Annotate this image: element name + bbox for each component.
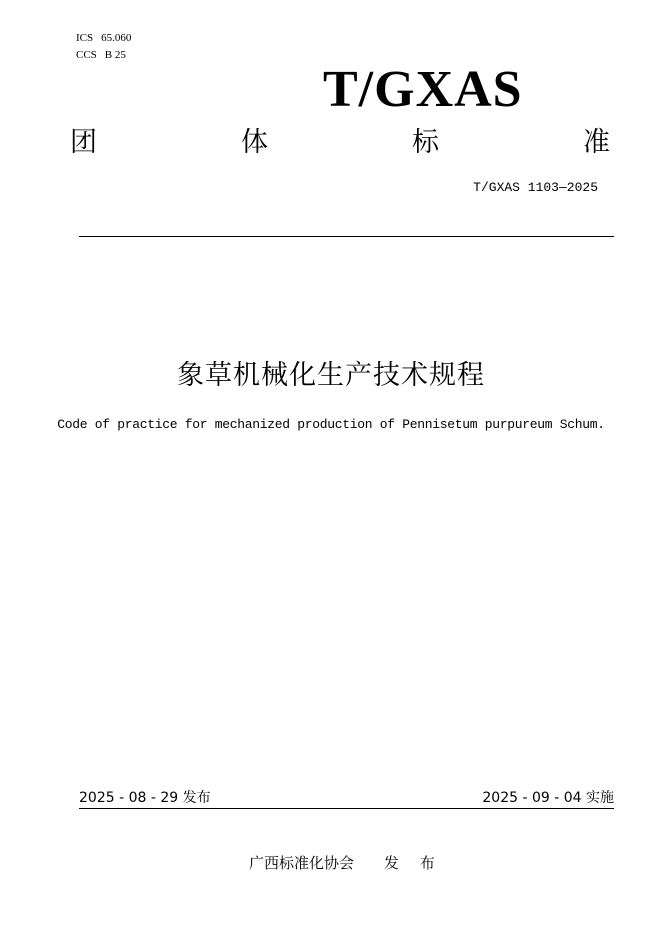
standard-number: T/GXAS 1103—2025 <box>473 180 598 195</box>
ccs-code: B 25 <box>104 49 126 61</box>
document-title-cn: 象草机械化生产技术规程 <box>177 360 485 391</box>
standard-type-char: 标 <box>412 127 439 158</box>
header-divider <box>79 236 614 237</box>
ics-label: ICS <box>76 32 94 44</box>
standard-type-char: 体 <box>241 127 268 158</box>
ccs-line <box>76 49 126 62</box>
publisher-name: 广西标准化协会 <box>249 854 355 872</box>
standard-type <box>70 125 610 161</box>
ccs-label: CCS <box>76 49 97 61</box>
ics-code: 65.060 <box>101 32 132 44</box>
footer-divider <box>79 808 614 809</box>
document-title-en: Code of practice for mechanized production of Pennisetum purpureum Schum. <box>57 417 605 432</box>
standard-type-char: 准 <box>583 127 610 158</box>
ics-line <box>76 32 131 45</box>
standard-brand-mark: T/GXAS <box>323 61 523 118</box>
publisher-action: 发 布 <box>384 854 443 872</box>
standard-type-char: 团 <box>70 127 97 158</box>
publisher-line <box>249 854 443 872</box>
implementation-date: 2025 - 09 - 04 实施 <box>482 790 614 806</box>
release-date: 2025 - 08 - 29 发布 <box>79 790 211 806</box>
